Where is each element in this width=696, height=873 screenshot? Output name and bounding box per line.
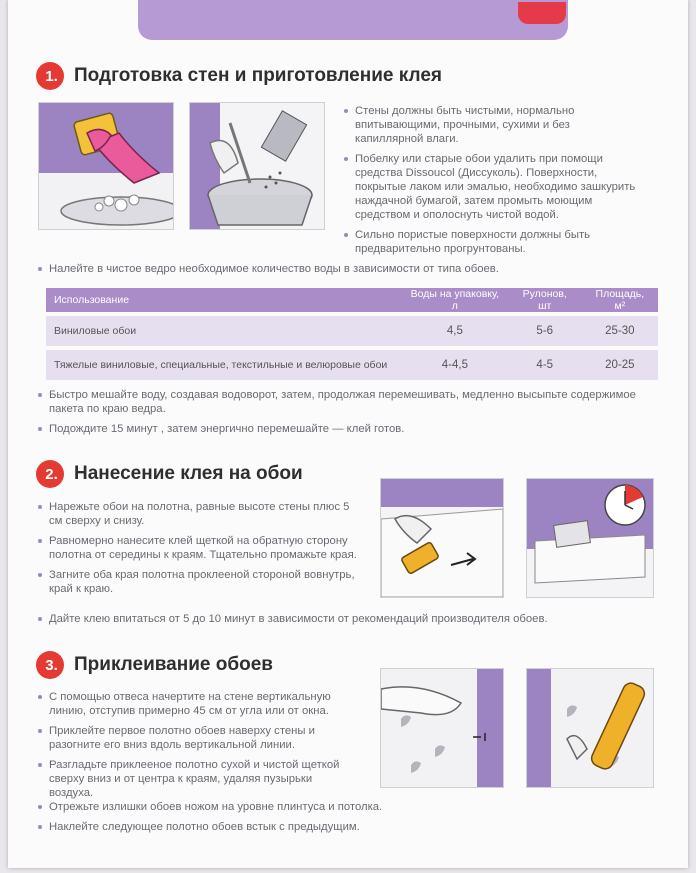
timer-fold-icon [527, 479, 653, 597]
brand-accent-shape [518, 2, 566, 24]
table-header-cell: Воды на упаковку, л [402, 288, 508, 314]
product-box-back [8, 0, 688, 868]
section-2-header [36, 460, 303, 488]
table-cell: 5-6 [508, 314, 582, 348]
sponge-hand-icon [39, 103, 173, 229]
illustration-apply-glue [380, 478, 504, 598]
list-item: Побелку или старые обои удалить при помощи средства Dissoucol (Диссуколь). Поверхности, покрытые лаком или эмалью, необходимо зашкурить наждачной бумагой, затем промыть моющим средством и ополоснуть чистой водой. [344, 152, 640, 222]
illustration-hang-wallpaper [380, 668, 504, 788]
hand-wall-icon [381, 669, 503, 787]
list-item: С помощью отвеса начертите на стене вертикальную линию, отступив примерно 45 см от угла или от окна. [38, 690, 358, 718]
table-cell: 4,5 [402, 314, 508, 348]
brush-glue-icon [381, 479, 503, 597]
bucket-pour-icon [190, 103, 324, 229]
section-2-full-bullets [38, 612, 658, 632]
section-1-side-bullets [344, 104, 640, 262]
water-usage-table [46, 288, 658, 380]
section-1-full-bullets [38, 262, 658, 282]
section-1-number-badge: 1. [36, 62, 64, 90]
table-header-cell: Площадь, м² [582, 288, 658, 314]
table-cell: 4-5 [508, 348, 582, 380]
table-header-row [46, 288, 658, 314]
list-item: Сильно пористые поверхности должны быть предварительно прогрунтованы. [344, 228, 640, 256]
top-brand-band [138, 0, 568, 40]
section-1-after-table-bullets [38, 388, 658, 442]
list-item: Приклейте первое полотно обоев наверху стены и разогните его вниз вдоль вертикальной линии. [38, 724, 358, 752]
list-item: Разгладьте приклееное полотно сухой и чистой щеткой сверху вниз и от центра к краям, удаляя пузырьки воздуха. [38, 758, 358, 800]
list-item: Отрежьте излишки обоев ножом на уровне плинтуса и потолка. [38, 800, 658, 814]
illustration-bucket-mix [189, 102, 325, 230]
list-item: Равномерно нанесите клей щеткой на обратную сторону полотна от середины к краям. Тщательно промажьте края. [38, 534, 358, 562]
table-cell: Виниловые обои [46, 314, 402, 348]
table-cell: Тяжелые виниловые, специальные, текстильные и велюровые обои [46, 348, 402, 380]
list-item: Загните оба края полотна проклееной стороной вовнутрь, край к краю. [38, 568, 358, 596]
section-1-header [36, 62, 442, 90]
list-item: Наклейте следующее полотно обоев встык с предыдущим. [38, 820, 658, 834]
section-1-title: Подготовка стен и приготовление клея [74, 65, 442, 86]
table-cell: 25-30 [582, 314, 658, 348]
section-2-side-bullets [38, 500, 358, 602]
section-3-number-badge: 3. [36, 651, 64, 679]
table-header-cell: Использование [46, 288, 402, 314]
table-cell: 4-4,5 [402, 348, 508, 380]
list-item: Налейте в чистое ведро необходимое количество воды в зависимости от типа обоев. [38, 262, 658, 276]
list-item: Подождите 15 минут , затем энергично перемешайте — клей готов. [38, 422, 658, 436]
section-3-full-bullets [38, 800, 658, 840]
section-3-side-bullets [38, 690, 358, 806]
table-header-cell: Рулонов, шт [508, 288, 582, 314]
section-2-title: Нанесение клея на обои [74, 463, 303, 484]
brush-smooth-icon [527, 669, 653, 787]
illustration-sponge-wall [38, 102, 174, 230]
list-item: Быстро мешайте воду, создавая водоворот, затем, продолжая перемешивать, медленно высыпьте содержимое пакета по краю ведра. [38, 388, 658, 416]
section-2-number-badge: 2. [36, 460, 64, 488]
table-cell: 20-25 [582, 348, 658, 380]
table-row [46, 314, 658, 348]
section-3-title: Приклеивание обоев [74, 654, 273, 675]
table-row [46, 348, 658, 380]
illustration-fold-wait [526, 478, 654, 598]
list-item: Стены должны быть чистыми, нормально впитывающими, прочными, сухими и без капиллярной влаги. [344, 104, 640, 146]
illustration-smooth-wallpaper [526, 668, 654, 788]
list-item: Дайте клею впитаться от 5 до 10 минут в зависимости от рекомендаций производителя обоев. [38, 612, 658, 626]
list-item: Нарежьте обои на полотна, равные высоте стены плюс 5 см сверху и снизу. [38, 500, 358, 528]
section-3-header [36, 651, 273, 679]
